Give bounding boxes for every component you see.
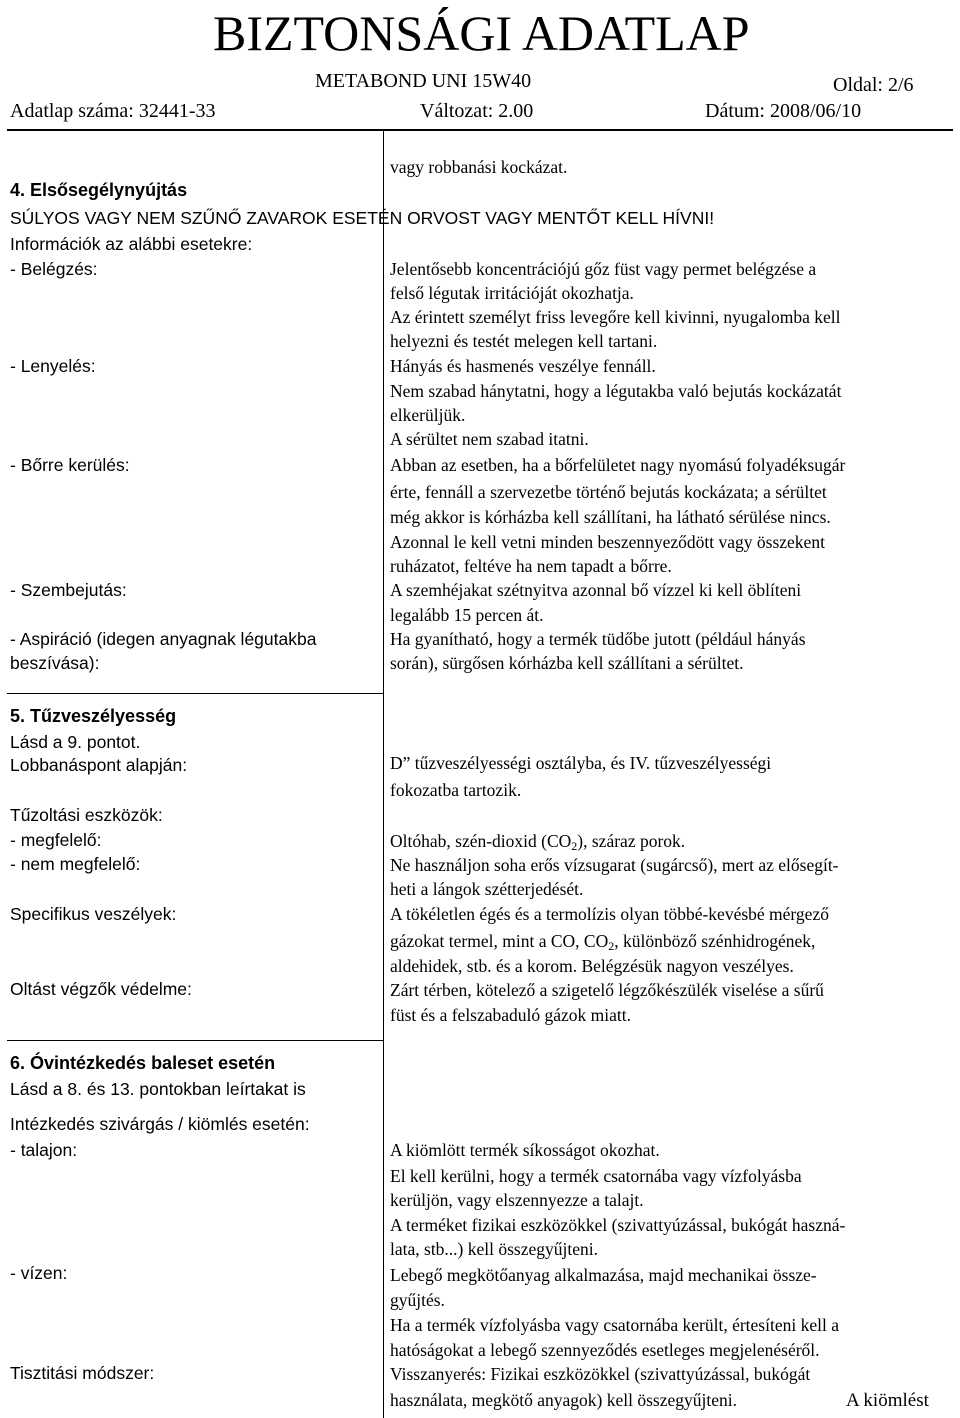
eye-line: legalább 15 percen át. bbox=[390, 605, 544, 625]
version: Változat: 2.00 bbox=[420, 100, 534, 122]
flash-label: Lobbanáspont alapján: bbox=[10, 755, 188, 775]
inhalation-label: - Belégzés: bbox=[10, 259, 98, 279]
section-4-heading: 4. Elsősegélynyújtás bbox=[10, 180, 188, 200]
sheet-number: Adatlap száma: 32441-33 bbox=[10, 100, 216, 122]
document-title: BIZTONSÁGI ADATLAP bbox=[213, 5, 750, 61]
ingestion-label: - Lenyelés: bbox=[10, 356, 96, 376]
skin-label: - Bőrre kerülés: bbox=[10, 455, 130, 475]
soil-line: El kell kerülni, hogy a termék csatornába vagy vízfolyásba bbox=[390, 1166, 802, 1186]
flash-line: D” tűzveszélyességi osztályba, és IV. tűzveszélyességi bbox=[390, 753, 772, 773]
section-4-warning: SÚLYOS VAGY NEM SZŰNŐ ZAVAROK ESETÉN ORVOST VAGY MENTŐT KELL HÍVNI! bbox=[10, 208, 715, 228]
protection-line: Zárt térben, kötelező a szigetelő légzőkészülék viselése a sűrű bbox=[390, 980, 824, 1000]
skin-line: Azonnal le kell vetni minden beszennyeződött vagy összekent bbox=[390, 532, 825, 552]
water-line: gyűjtés. bbox=[390, 1290, 445, 1310]
section-6-see: Lásd a 8. és 13. pontokban leírtakat is bbox=[10, 1079, 306, 1099]
inhalation-line: Jelentősebb koncentrációjú gőz füst vagy permet belégzése a bbox=[390, 259, 817, 279]
suitable-text: Oltóhab, szén-dioxid $(CO_2)$, száraz porok. bbox=[390, 831, 686, 853]
aspiration-label: - Aspiráció (idegen anyagnak légutakba bbox=[10, 629, 317, 649]
column-divider bbox=[383, 131, 384, 1418]
skin-line: Abban az esetben, ha a bőrfelületet nagy nyomású folyadéksugár bbox=[390, 455, 846, 475]
ingestion-line: Nem szabad hánytatni, hogy a légutakba való bejutás kockázatát bbox=[390, 381, 842, 401]
cleanup-line: használata, megkötő anyagok) kell összegyűjteni. bbox=[390, 1390, 737, 1410]
inhalation-line: Az érintett személyt friss levegőre kell kivinni, nyugalomba kell bbox=[390, 307, 841, 327]
hazard-line: gázokat termel, mint a CO, $CO_2$, különböző szénhidrogének, bbox=[390, 931, 816, 953]
aspiration-label: beszívása): bbox=[10, 653, 100, 673]
skin-line: ruházatot, feltéve ha nem tapadt a bőrre. bbox=[390, 556, 672, 576]
hazard-label: Specifikus veszélyek: bbox=[10, 904, 177, 924]
inhalation-line: helyezni és testét melegen kell tartani. bbox=[390, 331, 658, 351]
skin-line: érte, fennáll a szervezetbe történő bejutás kockázata; a sérültet bbox=[390, 482, 827, 502]
skin-line: még akkor is kórházba kell szállítani, ha látható sérülése nincs. bbox=[390, 507, 831, 527]
equipment-label: Tűzoltási eszközök: bbox=[10, 805, 163, 825]
protection-label: Oltást végzők védelme: bbox=[10, 979, 192, 999]
eye-line: A szemhéjakat szétnyitva azonnal bő vízzel ki kell öblíteni bbox=[390, 580, 802, 600]
section-6-heading: 6. Óvintézkedés baleset esetén bbox=[10, 1053, 276, 1073]
date: Dátum: 2008/06/10 bbox=[705, 100, 862, 122]
product-name: METABOND UNI 15W40 bbox=[315, 70, 532, 92]
unsuitable-line: heti a lángok szétterjedését. bbox=[390, 879, 584, 899]
aspiration-line: során), sürgősen kórházba kell szállítani a sérültet. bbox=[390, 653, 744, 673]
section-divider bbox=[7, 693, 383, 694]
water-line: hatóságokat a lebegő szennyeződés esetleges megjelenéséről. bbox=[390, 1340, 820, 1360]
flash-line: fokozatba tartozik. bbox=[390, 780, 522, 800]
hazard-line: aldehidek, stb. és a korom. Belégzésük nagyon veszélyes. bbox=[390, 956, 794, 976]
cleanup-continuation: A kiömlést bbox=[846, 1390, 929, 1411]
section-5-heading: 5. Tűzveszélyesség bbox=[10, 706, 177, 726]
section-5-see: Lásd a 9. pontot. bbox=[10, 732, 141, 752]
unsuitable-label: - nem megfelelő: bbox=[10, 854, 141, 874]
section-6-intro: Intézkedés szivárgás / kiömlés esetén: bbox=[10, 1114, 310, 1134]
section-divider bbox=[7, 1040, 383, 1041]
inhalation-line: felső légutak irritációját okozhatja. bbox=[390, 283, 634, 303]
cleanup-label: Tisztitási módszer: bbox=[10, 1363, 155, 1383]
page-number: Oldal: 2/6 bbox=[833, 74, 914, 96]
protection-line: füst és a felszabaduló gázok miatt. bbox=[390, 1005, 632, 1025]
hazard-line: A tökéletlen égés és a termolízis olyan többé-kevésbé mérgező bbox=[390, 904, 829, 924]
suitable-label: - megfelelő: bbox=[10, 830, 102, 850]
unsuitable-line: Ne használjon soha erős vízsugarat (sugárcső), mert az elősegít- bbox=[390, 855, 839, 875]
soil-label: - talajon: bbox=[10, 1140, 78, 1160]
cleanup-line: Visszanyerés: Fizikai eszközökkel (szivattyúzással, bukógát bbox=[390, 1364, 811, 1384]
ingestion-line: A sérültet nem szabad itatni. bbox=[390, 429, 589, 449]
soil-line: kerüljön, vagy elszennyezze a talajt. bbox=[390, 1190, 644, 1210]
eye-label: - Szembejutás: bbox=[10, 580, 127, 600]
soil-line: A kiömlött termék síkosságot okozhat. bbox=[390, 1140, 660, 1160]
ingestion-line: elkerüljük. bbox=[390, 405, 466, 425]
soil-line: lata, stb...) kell összegyűjteni. bbox=[390, 1239, 599, 1259]
carryover-text: vagy robbanási kockázat. bbox=[390, 157, 568, 177]
soil-line: A terméket fizikai eszközökkel (szivattyúzással, bukógát haszná- bbox=[390, 1215, 846, 1235]
header-divider bbox=[7, 129, 953, 131]
water-line: Lebegő megkötőanyag alkalmazása, majd mechanikai össze- bbox=[390, 1265, 817, 1285]
section-4-intro: Információk az alábbi esetekre: bbox=[10, 234, 253, 254]
water-line: Ha a termék vízfolyásba vagy csatornába került, értesíteni kell a bbox=[390, 1315, 839, 1335]
ingestion-line: Hányás és hasmenés veszélye fennáll. bbox=[390, 356, 656, 376]
water-label: - vízen: bbox=[10, 1263, 68, 1283]
aspiration-line: Ha gyanítható, hogy a termék tüdőbe jutott (például hányás bbox=[390, 629, 806, 649]
